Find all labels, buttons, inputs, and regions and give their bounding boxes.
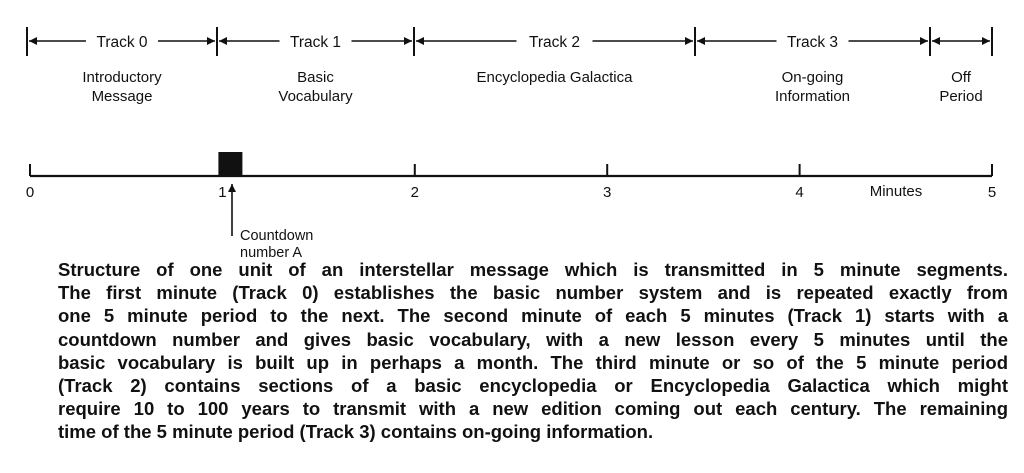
track-label: Track 2: [528, 34, 581, 51]
caption-line: (Track 2) contains sections of a basic encyclopedia or Encyclopedia Galactica which might: [58, 375, 1008, 397]
track-label: Track 0: [96, 34, 148, 51]
caption-line: Structure of one unit of an interstellar message which is transmitted in 5 minute segments.: [58, 259, 1008, 280]
caption-line: The first minute (Track 0) establishes the basic number system and is repeated exactly from: [58, 282, 1008, 304]
axis-tick-label: 5: [987, 184, 997, 201]
caption-line: basic vocabulary is built up in perhaps a month. The third minute or so of the 5 minute period: [58, 351, 1008, 373]
axis-tick-label: 0: [25, 184, 35, 201]
track-label: Track 3: [786, 34, 839, 51]
axis-tick-label: 2: [410, 184, 419, 201]
axis-unit-label: Minutes: [869, 183, 923, 200]
figure-caption: [58, 258, 1008, 444]
track-description: Basic: [297, 69, 334, 86]
track-description: Information: [774, 88, 851, 105]
caption-line: time of the 5 minute period (Track 3) contains on-going information.: [58, 421, 654, 443]
countdown-label: Countdown: [240, 228, 314, 244]
track-description: Period: [939, 88, 983, 105]
track-label: Track 1: [289, 34, 342, 51]
caption-line: countdown number and gives basic vocabulary, with a new lesson every 5 minutes until the: [58, 328, 1008, 350]
track-description: Introductory: [82, 69, 162, 86]
track-description: Off: [951, 69, 971, 86]
track-description: Vocabulary: [278, 88, 353, 105]
countdown-marker: [218, 152, 242, 176]
track-description: Encyclopedia Galactica: [476, 69, 633, 86]
axis-tick-label: 3: [603, 184, 612, 201]
countdown-label: number A: [240, 245, 303, 260]
track-description: On-going: [781, 69, 844, 86]
caption-line: require 10 to 100 years to transmit with a new edition coming out each century. The remaining: [58, 398, 1008, 420]
track-description: Message: [91, 88, 153, 105]
axis-tick-label: 1: [218, 184, 227, 201]
caption-line: one 5 minute period to the next. The second minute of each 5 minutes (Track 1) starts with a: [58, 305, 1008, 327]
axis-tick-label: 4: [795, 184, 804, 201]
